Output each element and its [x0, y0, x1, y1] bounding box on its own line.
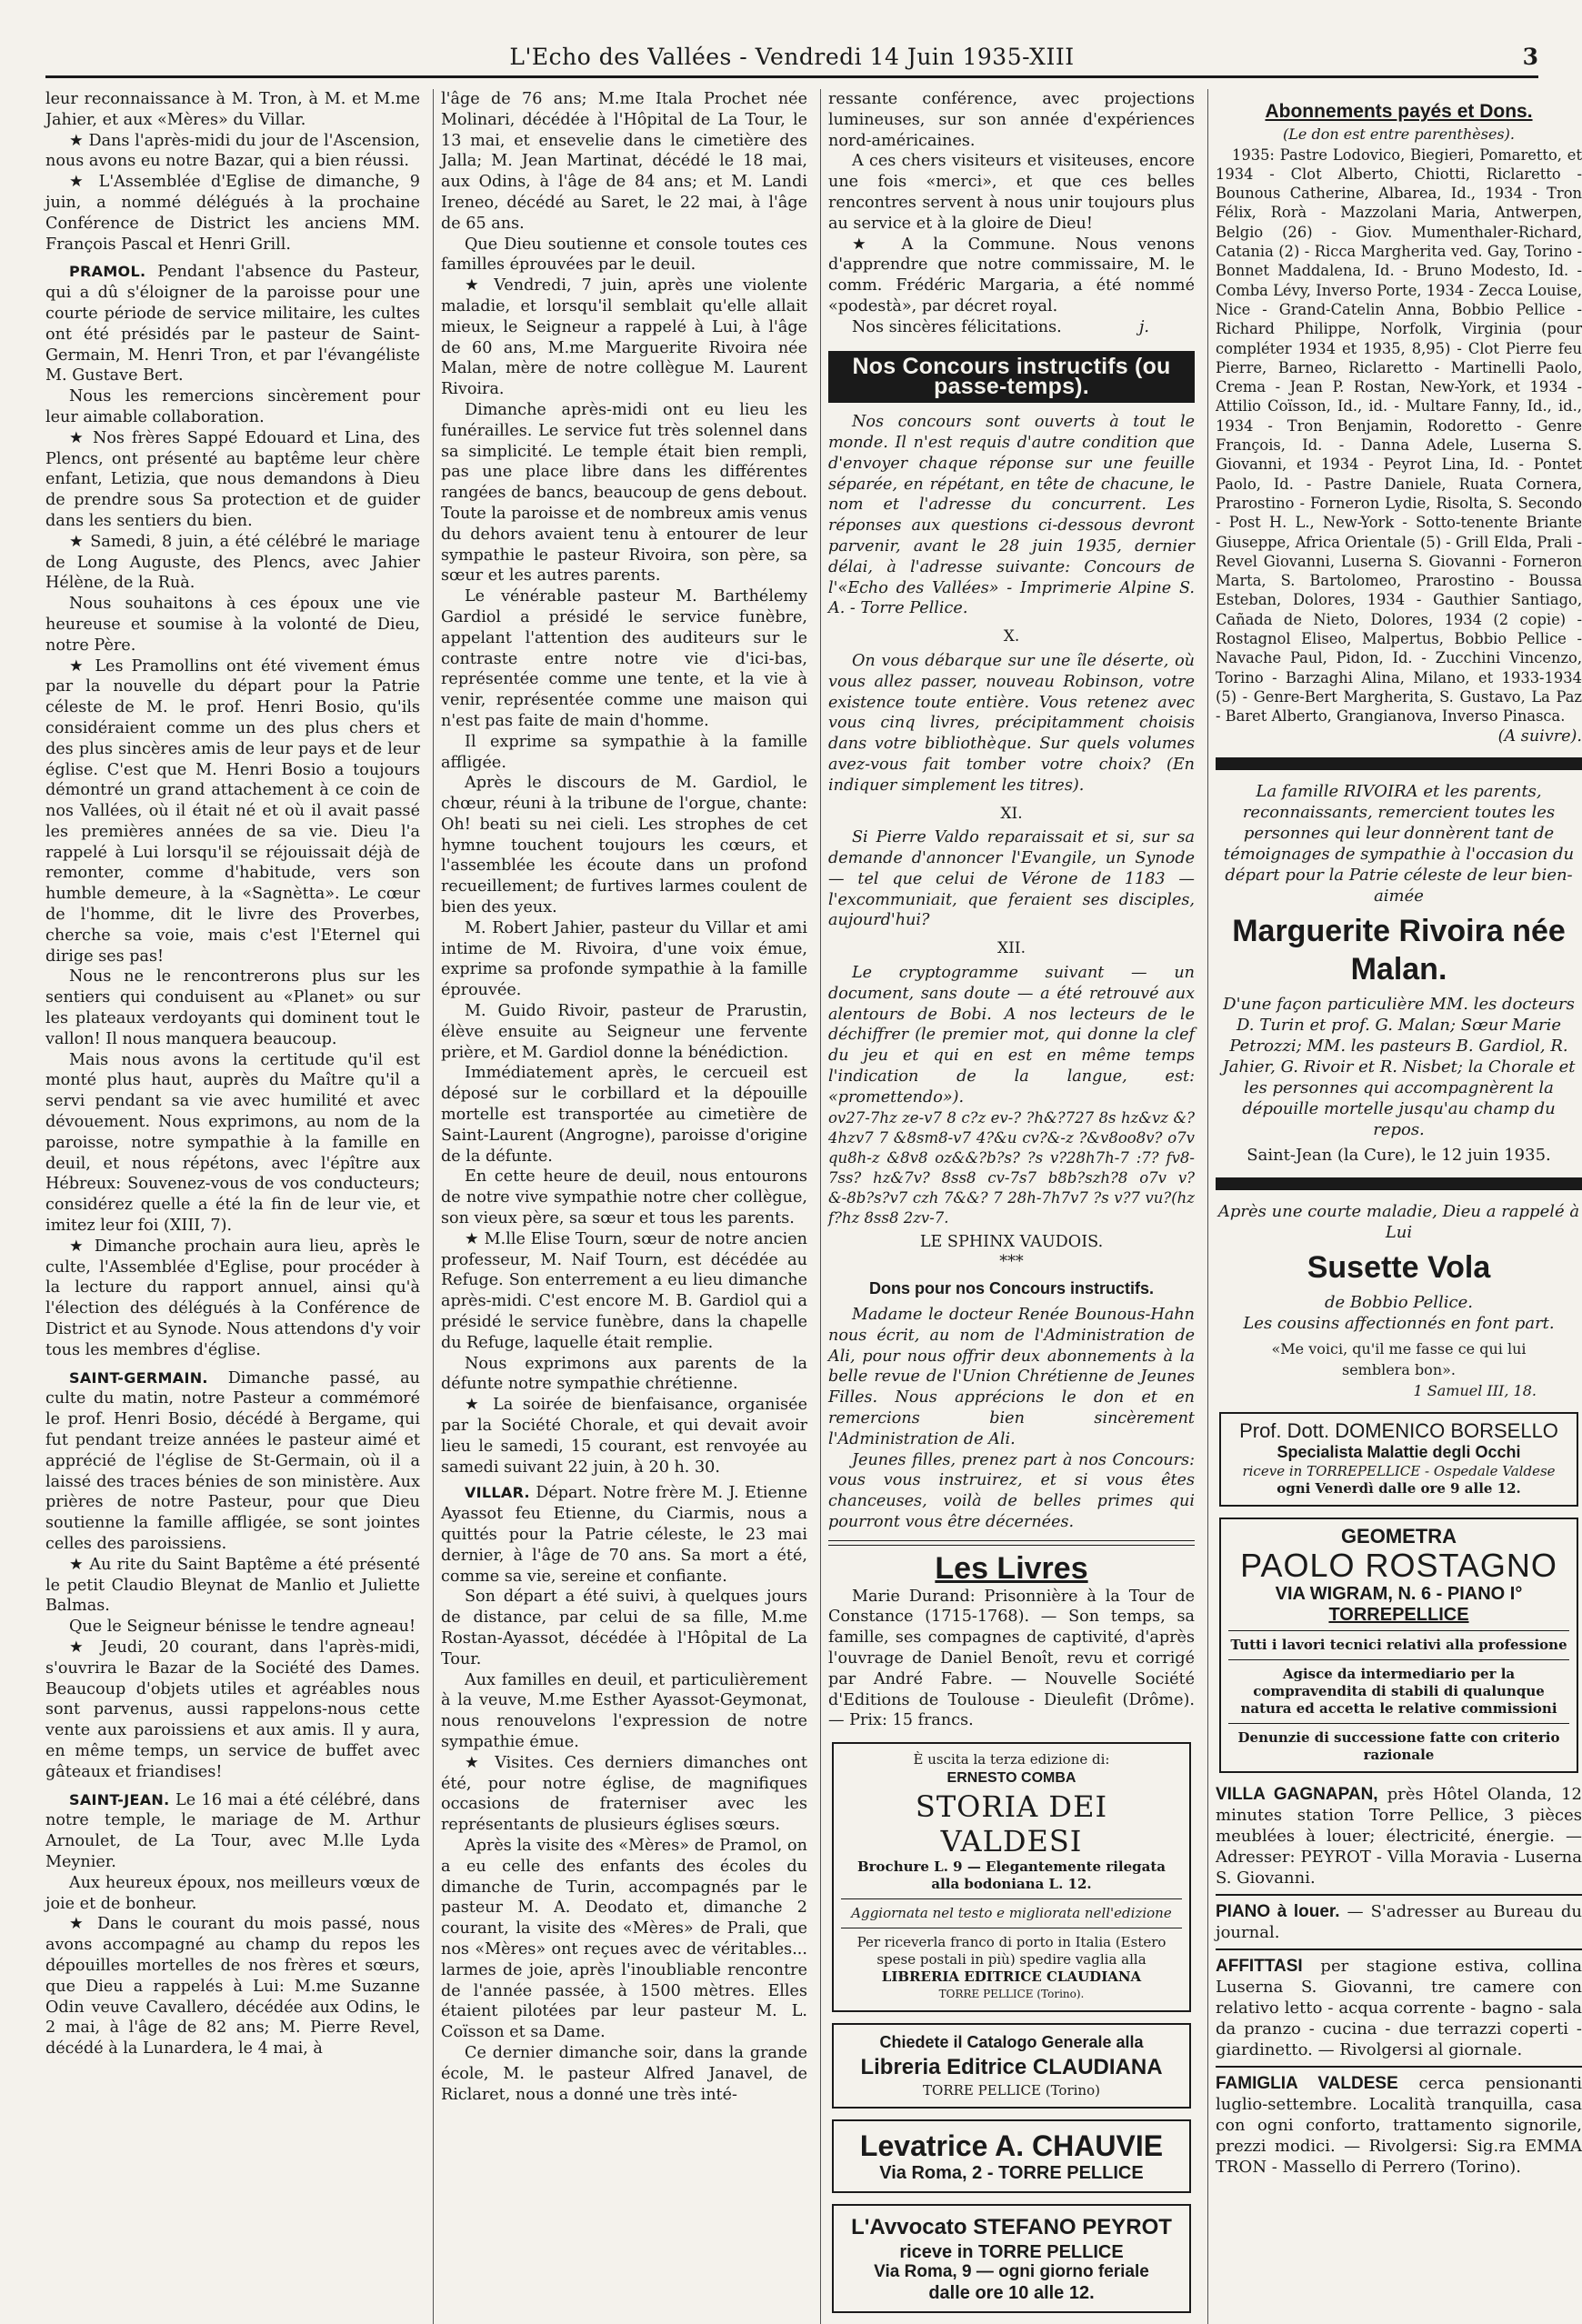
parish-name: SAINT-GERMAIN. [69, 1368, 208, 1387]
ad-rostagno [1219, 1518, 1578, 1773]
ad-title: PAOLO ROSTAGNO [1240, 1546, 1557, 1584]
article-paragraph: leur reconnaissance à M. Tron, à M. et M.me Jahier, et aux «Mères» du Villar. [45, 90, 420, 129]
ad-line: LIBRERIA EDITRICE CLAUDIANA [881, 1968, 1142, 1985]
article-paragraph: Aux familles en deuil, et particulièrement à la veuve, M.me Esther Ayassot-Geymonat, nous renouvelons l'expression de notre sympathie émue. [441, 1670, 807, 1751]
question-number: XII. [997, 939, 1026, 958]
sphinx-signature: LE SPHINX VAUDOIS. [919, 1232, 1104, 1251]
article-paragraph: Que le Seigneur bénisse le tendre agneau! [69, 1618, 416, 1637]
parish-name: SAINT-JEAN. [69, 1790, 170, 1808]
article-paragraph: Dimanche après-midi ont eu lieu les funérailles. Le service fut très solennel dans sa simplicité. Le temple était bien rempli, pas une place libre dans les différentes rangées de bancs, beaucoup de gens debout. Toute la paroisse et de nombreux amis venus du dehors avaient tenu à entourer de leur sympathie le pasteur Rivoira, son père, sa sœur et les autres parents. [441, 400, 807, 586]
divider [1216, 757, 1582, 770]
abonnements-subheading: (Le don est entre parenthèses). [1283, 125, 1515, 143]
notice-text: cerca pensionanti luglio-settembre. Località tranquilla, casa con ogni conforto, trattamento signorile, prezzi modici. — Rivolgersi: Sig.ra EMMA TRON - Massello di Perrero (Torino). [1216, 2074, 1582, 2178]
column-4 [1207, 89, 1582, 2324]
ad-line: TORRE PELLICE (Torino) [923, 2081, 1100, 2099]
section-heading-concours: Nos Concours instructifs (ou passe-temps). [828, 351, 1195, 404]
parish-name: VILLAR. [465, 1484, 530, 1502]
ad-line: VIA WIGRAM, N. 6 - PIANO I° [1275, 1583, 1523, 1604]
notice-villa-gagnapan [1216, 1784, 1582, 1888]
ad-line: Via Roma, 9 — ogni giorno feriale [874, 2262, 1149, 2282]
separator-stars: *** [999, 1253, 1024, 1272]
ad-line: TORREPELLICE [1328, 1604, 1469, 1625]
a-suivre: (A suivre). [1497, 726, 1582, 746]
vola-quote: «Me voici, qu'il me fasse ce qui lui semblera bon». [1271, 1340, 1527, 1378]
article-paragraph: ★ La soirée de bienfaisance, organisée par la Société Chorale, et qui devait avoir lieu le samedi, 15 courant, est renvoyée au samedi suivant 22 juin, à 20 h. 30. [441, 1396, 807, 1477]
article-paragraph: Après le discours de M. Gardiol, le chœur, réuni à la tribune de l'orgue, chante: Oh! beati su nei cieli. Les strophes de cet hymne touchent toujours les cœurs, et l'assemblée les écoute dans un profond recueillement; de furtives larmes coulent de bien des yeux. [441, 774, 807, 917]
livres-heading: Les Livres [935, 1550, 1088, 1586]
ad-line: Specialista Malattie degli Occhi [1277, 1443, 1521, 1462]
notice-text: — S'adresser au Bureau du journal. [1216, 1902, 1582, 1943]
ad-line: Aggiornata nel testo e migliorata nell'edizione [851, 1904, 1172, 1921]
article-paragraph: ★ Samedi, 8 juin, a été célébré le mariage de Long Auguste, des Plencs, avec Jahier Hélène, de la Ruà. [45, 532, 420, 593]
ad-title: Prof. Dott. DOMENICO BORSELLO [1239, 1419, 1558, 1443]
dons-text: Madame le docteur Renée Bounous-Hahn nous écrit, au nom de l'Administration de Ali, pour nous offrir deux abonnements à la belle revue de l'Union Chrétienne de Jeunes Filles. Nous apprécions le don et en remercions bien sincèrement l'Administration de Ali. [828, 1306, 1195, 1448]
column-2 [433, 89, 807, 2324]
parish-entry-saint-jean [45, 1790, 420, 1873]
notice-piano [1216, 1901, 1582, 1943]
article-paragraph: Immédiatement après, le cercueil est déposé sur le corbillard et la dépouille mortelle est transportée au cimetière de Saint-Laurent (Angrogne), paroisse d'origine de la défunte. [441, 1064, 807, 1166]
article-paragraph: ★ L'Assemblée d'Eglise de dimanche, 9 juin, a nommé délégués à la prochaine Conférence de District les anciens MM. François Pascal et Henri Grill. [45, 173, 420, 254]
ad-line: Agisce da intermediario per la compravendita di stabili di qualunque natura ed accetta le relative commissioni [1240, 1666, 1557, 1718]
ad-line: riceve in TORRE PELLICE [899, 2241, 1124, 2262]
article-paragraph: l'âge de 76 ans; M.me Itala Prochet née Molinari, décédée à l'Hôpital de La Tour, le 13 mai, et ensevelie dans le cimetière des Jalla; M. Jean Martinat, décédé le 18 mai, aux Odins, à l'âge de 84 ans; et M. Landi Ireneo, décédé au Saret, le 22 mai, à l'âge de 65 ans. [441, 90, 807, 233]
vola-reference: 1 Samuel III, 18. [1413, 1381, 1537, 1399]
abonnements-list: 1935: Pastre Lodovico, Biegieri, Pomaretto, et 1934 - Clot Alberto, Chiotti, Riclaretto - Bounous Catherine, Albarea, Id., 1934 - Tron Félix, Rorà - Mazzolani Maria, Antwerpen, Belgio (26) - Giov. Mumenthaler-Richard, Catania (2) - Ricca Margherita ved. Gay, Torino - Bonnet Maddalena, Id. - Bruno Modesto, Id. - Comba Lévy, Inverso Porte, 1934 - Zecca Louise, Nice - Grand-Catelin Anna, Bobbio Pellice - Richard Philippe, Norfolk, Virginia (pour compléter 1934 et 1935, 8,95) - Clot Pierre feu Pierre, Barneo, Riclaretto - Martinelli Paolo, Crema - Jean P. Rostan, New-York, et 1934 - Attilio Coïsson, Id., id. - Multare Fanny, Id., id., 1934 - Tron Benjamin, Rodoretto - Genre François, Id. - Danna Adele, Luserna S. Giovanni, et 1934 - Peyrot Lina, Id. - Pontet Paolo, Id. - Pastre Daniele, Ruata Cornera, Prarostino - Forneron Lydie, Risolta, S. Secondo - Post H. L., New-York - Sotto-tenente Briante Giuseppe, Africa Orientale (5) - Grill Elda, Prali - Revel Giovanni, Luserna S. Giovanni - Forneron Marta, S. Bartolomeo, Prarostino - Boussa Esteban, Dolores, 1934 - Gauthier Santiago, Cañada de Nieto, Dolores, 1934 (2 copie) - Rostagnol Eliseo, Malpertus, Bobbio Pellice - Navache Paul, Pidon, Id. - Zucchini Vincenzo, Torino - Barzaghi Alina, Milano, et 1933-1934 (5) - Genre-Bert Margherita, S. Gustavo, La Paz - Baret Alberto, Grangianova, Inverso Pinasca. [1216, 145, 1582, 726]
article-paragraph: ★ Dans l'après-midi du jour de l'Ascension, nous avons eu notre Bazar, qui a bien réussi. [45, 131, 420, 171]
article-paragraph: M. Guido Rivoir, pasteur de Prarustin, élève ensuite au Seigneur une fervente prière, et M. Gardiol donne la bénédiction. [441, 1002, 807, 1062]
article-paragraph: Mais nous avons la certitude qu'il est monté plus haut, auprès du Maître qu'il a servi pendant sa vie avec humilité et avec dévouement. Nous exprimons, au nom de la paroisse, notre sympathie à la famille en deuil, et nous répétons, avec l'épître aux Hébreux: Souvenez-vous de vos conducteurs; considérez quelle a été la fin de leur vie, et imitez leur foi (XIII, 7). [45, 1050, 420, 1236]
ad-line: ERNESTO COMBA [946, 1770, 1076, 1787]
livres-text: Marie Durand: Prisonnière à la Tour de Constance (1715-1768). — Son temps, sa famille, ses compagnes de captivité, d'après l'ouvrage de Daniel Benoît, revu et corrigé par André Fabre. — Nouvelle Société d'Editions de Toulouse - Dieulefit (Drôme). — Prix: 15 francs. [828, 1587, 1195, 1730]
ad-line: ogni Venerdì dalle ore 9 alle 12. [1277, 1480, 1521, 1498]
ad-line: Chiedete il Catalogo Generale alla [879, 2032, 1144, 2051]
question-text: Le cryptogramme suivant — un document, sans doute — a été retrouvé aux alentours de Bobi. A nos lecteurs de le déchiffrer (le premier mot, qui donne la clef du jeu et qui en est en même temps l'indication de la langue, est: «promettendo»). [828, 964, 1195, 1107]
dons-heading: Dons pour nos Concours instructifs. [868, 1279, 1154, 1298]
article-paragraph: ressante conférence, avec projections lumineuses, sur son année d'expériences nord-américaines. [828, 90, 1195, 150]
ad-line: TORRE PELLICE (Torino). [938, 1987, 1085, 2000]
ad-catalogo-claudiana [832, 2023, 1191, 2109]
ad-title: Libreria Editrice CLAUDIANA [860, 2054, 1163, 2079]
article-paragraph: ★ Nos frères Sappé Edouard et Lina, des Plencs, ont présenté au baptême leur chère enfant, Letizia, que nous demandons à Dieu de prendre sous Sa protection et de guider dans les sentiers du bien. [45, 428, 420, 530]
ad-title: Levatrice A. CHAUVIE [859, 2129, 1164, 2162]
cryptogram: ov27-7hz ze-v7 8 c?z ev-? ?h&?727 8s hz&vz &?4hzv7 7 &8sm8-v7 4?&u cv?&-z ?&v8oo8v? o7v qu8h-z &8v8 oz&&?b?s? ?s v?28h7h-7 :7? fv8-7ss? hz&7v? 8ss8 cv-7s7 b8b?szh?8 o7v v?&-8b?s?v7 czh 7&&? 7 28h-7h7v7 ?s v?7 vu?(hz f?hz 8ss8 2zv-7. [828, 1108, 1195, 1227]
question-text: On vous débarque sur une île déserte, où vous allez passer, nouveau Robinson, votre existence toute entière. Vous retenez avec vous cinq livres, précipitamment choisis dans votre bibliothèque. Sur quels volumes avez-vous fait tomber votre choix? (En indiquer simplement les titres). [828, 651, 1195, 795]
article-paragraph: ★ Visites. Ces derniers dimanches ont été, pour notre église, de magnifiques occasions de fraterniser avec les représentants de plusieurs églises sœurs. [441, 1753, 807, 1835]
ad-storia-dei-valdesi [832, 1742, 1191, 2012]
ad-line: Brochure L. 9 — Elegantemente rilegata alla bodoniana L. 12. [856, 1858, 1166, 1892]
rivoira-intro: La famille RIVOIRA et les parents, reconnaissants, remercient toutes les personnes qui leur donnèrent tant de témoignages de sympathie à l'occasion du départ pour la Patrie céleste de leur bien-aimée [1223, 782, 1575, 907]
article-text: Le 16 mai a été célébré, dans notre temple, le mariage de M. Arthur Arnoulet, de La Tour, avec M.lle Lyda Meynier. [45, 1790, 420, 1871]
article-paragraph: Le vénérable pasteur M. Barthélemy Gardiol a présidé le service funèbre, appelant l'attention des auditeurs sur le contraste entre notre vie d'ici-bas, représentée comme une tente, et la vie à venir, représentée comme une maison qui n'est pas faite de main d'homme. [441, 587, 807, 730]
article-paragraph: Aux heureux époux, nos meilleurs vœux de joie et de bonheur. [45, 1873, 420, 1913]
signature: j. [1138, 317, 1149, 336]
vola-from: de Bobbio Pellice. [1324, 1293, 1473, 1313]
notice-keyword: FAMIGLIA VALDESE [1216, 2074, 1398, 2094]
notice-affittasi [1216, 1956, 1582, 2060]
article-paragraph: ★ Dans le courant du mois passé, nous avons accompagné au champ du repos les dépouilles mortelles de nos frères et sœurs, que Dieu a rappelés à Lui: M.me Suzanne Odin veuve Cavallero, décédée aux Odins, le 2 mai, à l'âge de 82 ans; M. Pierre Revel, décédé à la Lunardera, le 4 mai, à [45, 1915, 420, 2059]
article-paragraph: A ces chers visiteurs et visiteuses, encore une fois «merci», et que ces belles rencontres servent à nous unir toujours plus au service et à la gloire de Dieu! [828, 152, 1195, 233]
article-paragraph: En cette heure de deuil, nous entourons de notre vive sympathie notre cher collègue, son vieux père, sa sœur et tous les parents. [441, 1167, 807, 1228]
columns [45, 89, 1582, 2304]
article-paragraph: ★ Dimanche prochain aura lieu, après le culte, l'Assemblée d'Eglise, pour procéder à la lecture du rapport annuel, ainsi qu'à l'élection des délégués à la Conférence de District et au Synode. Nous attendons d'y voir tous les membres d'église. [45, 1237, 420, 1359]
concours-intro: Nos concours sont ouverts à tout le monde. Il n'est requis d'autre condition que d'envoyer chaque réponse sur une feuille séparée, en répétant, en tête de chacune, le nom et l'adresse du concurrent. Les réponses aux questions ci-dessous devront parvenir, avant le 28 juin 1935, dernier délai, à l'adresse suivante: Concours de l'«Echo des Vallées» - Imprimerie Alpine S. A. - Torre Pellice. [828, 413, 1195, 618]
rivoira-name: Marguerite Rivoira née Malan. [1232, 914, 1566, 987]
question-number: X. [1003, 627, 1020, 646]
notice-famiglia-valdese [1216, 2073, 1582, 2178]
ad-line: riceve in TORREPELLICE - Ospedale Valdese [1242, 1463, 1556, 1480]
notice-keyword: VILLA GAGNAPAN, [1216, 1785, 1378, 1805]
ad-title: STORIA DEI VALDESI [915, 1788, 1108, 1858]
page-number: 3 [1522, 44, 1538, 70]
notice-keyword: AFFITTASI [1216, 1957, 1303, 1977]
vola-name: Susette Vola [1307, 1250, 1491, 1286]
column-1 [45, 89, 420, 2324]
ad-line: Per riceverla franco di porto in Italia (Estero spese postali in più) spedire vaglia alla [856, 1933, 1166, 1968]
article-paragraph: Nous exprimons aux parents de la défunte notre sympathie chrétienne. [441, 1354, 807, 1394]
article-paragraph: Que Dieu soutienne et console toutes ces familles éprouvées par le deuil. [441, 235, 807, 275]
ad-avvocato-peyrot [832, 2204, 1191, 2313]
ad-line: dalle ore 10 alle 12. [928, 2283, 1095, 2304]
parish-name: PRAMOL. [69, 263, 146, 281]
ad-levatrice-chauvie [832, 2119, 1191, 2193]
ad-line: GEOMETRA [1340, 1525, 1457, 1548]
question-number: XI. [1000, 804, 1023, 823]
vola-cousins: Les cousins affectionnés en font part. [1243, 1314, 1555, 1334]
masthead [45, 44, 1538, 78]
article-paragraph: Il exprime sa sympathie à la famille affligée. [441, 732, 807, 772]
masthead-title: L'Echo des Vallées - Vendredi 14 Juin 1935-XIII [509, 44, 1075, 70]
ad-line: Tutti i lavori tecnici relativi alla professione [1230, 1637, 1567, 1654]
article-paragraph: ★ A la Commune. Nous venons d'apprendre que notre commissaire, M. le comm. Frédéric Margaria, a été nommé «podestà», par décret royal. [828, 235, 1195, 316]
article-paragraph-signed [828, 317, 1195, 338]
article-paragraph: ★ Jeudi, 20 courant, dans l'après-midi, s'ouvrira le Bazar de la Société des Dames. Beaucoup d'objets utiles et agréables nous sont parvenus, aussi rappelons-nous cette vente aux paroissiens et aux amis. Il y aura, en même temps, un service de buffet avec gâteaux et friandises! [45, 1638, 420, 1781]
article-paragraph: Nous les remercions sincèrement pour leur aimable collaboration. [45, 387, 420, 426]
article-paragraph: ★ Vendredi, 7 juin, après une violente maladie, et lorsqu'il semblait qu'elle allait mieux, le Seigneur a rappelé à Lui, à l'âge de 60 ans, M.me Marguerite Rivoira née Malan, mère de notre collègue M. Laurent Rivoira. [441, 276, 807, 399]
column-3 [820, 89, 1195, 2324]
parish-entry-saint-germain [45, 1368, 420, 1555]
article-text: Départ. Notre frère M. J. Etienne Ayassot feu Etienne, du Ciarmis, nous a quittés pour la Patrie céleste, le 23 mai dernier, à l'âge de 70 ans. Sa mort a été, comme sa vie, sereine et confiante. [441, 1484, 808, 1586]
notice-text: près Hôtel Olanda, 12 minutes station Torre Pellice, 3 pièces meublées à louer; électricité, énergie. — Adresser: PEYROT - Villa Moravia - Luserna S. Giovanni. [1216, 1785, 1582, 1888]
article-paragraph: Nous ne le rencontrerons plus sur les sentiers qui conduisent au «Planet» ou sur les plateaux verdoyants qui dominent tout le vallon! Il nous manquera beaucoup. [45, 967, 420, 1048]
parish-entry-villar [441, 1483, 807, 1587]
article-paragraph: Son départ a été suivi, à quelques jours de distance, par celui de sa fille, M.me Rostan-Ayassot, décédée à l'Hôpital de La Tour. [441, 1588, 807, 1668]
article-paragraph: ★ Au rite du Saint Baptême a été présenté le petit Claudio Bleynat de Manlio et Juliette Balmas. [45, 1555, 420, 1616]
ad-line: Via Roma, 2 - TORRE PELLICE [879, 2162, 1144, 2183]
article-paragraph: Après la visite des «Mères» de Pramol, on a eu celle des enfants des écoles du dimanche de Turin, accompagnés par le pasteur M. A. Deodato et, dimanche 2 courant, la visite des «Mères» de Prali, que nos «Mères» ont reçues avec de véritables... larmes de joie, après l'inoubliable rencontre de l'année passée, à 1500 mètres. Elles étaient pilotées par leur pasteur M. L. Coïsson et sa Dame. [441, 1836, 807, 2042]
vola-intro: Après une courte maladie, Dieu a rappelé à Lui [1217, 1202, 1580, 1243]
rivoira-text: D'une façon particulière MM. les docteurs D. Turin et prof. G. Malan; Sœur Marie Petrozzi; MM. les pasteurs B. Gardiol, R. Jahier, G. Rivoir et R. Nisbet; la Chorale et les personnes qui accompagnèrent la dépouille mortelle jusqu'au champ du repos. [1222, 995, 1576, 1140]
article-text: Pendant l'absence du Pasteur, qui a dû s'éloigner de la paroisse pour une courte période de service militaire, les cultes ont été présidés par le pasteur de Saint-Germain, M. Henri Tron, et par l'évangéliste M. Gustave Bert. [45, 263, 420, 386]
notice-keyword: PIANO à louer. [1216, 1902, 1340, 1922]
ad-line: Denunzie di successione fatte con criterio razionale [1237, 1729, 1560, 1764]
ad-title: L'Avvocato STEFANO PEYROT [851, 2214, 1172, 2239]
article-paragraph: Nous souhaitons à ces époux une vie heureuse et soumise à la volonté de Dieu, notre Père. [45, 595, 420, 655]
abonnements-heading: Abonnements payés et Dons. [1265, 101, 1533, 122]
article-paragraph: ★ M.lle Elise Tourn, sœur de notre ancien professeur, M. Naif Tourn, est décédée au Refuge. Son enterrement a eu lieu dimanche après-midi. C'est encore M. B. Gardiol qui a présidé le service funèbre, dans la chapelle du Refuge, laquelle était remplie. [441, 1229, 807, 1352]
dons-text: Jeunes filles, prenez part à nos Concours: vous vous instruirez, et si vous êtes chanceuses, voilà de belles primes qui pourront vous être décernées. [828, 1450, 1195, 1532]
divider [1216, 1177, 1582, 1190]
ad-borsello [1219, 1412, 1578, 1507]
article-paragraph: ★ Les Pramollins ont été vivement émus par la nouvelle du départ pour la Patrie céleste de M. le prof. Henri Bosio, qu'ils considéraient comme un des plus chers et des plus sincères amis de leur pays et de leur église. C'est que M. Henri Bosio a toujours démontré un grand attachement à ce coin de nos Vallées, où il était né et où il avait passé les premières années de sa vie. Dieu l'a rappelé à Lui lorsqu'il se réjouissait déjà de remonter, comme d'habitude, vers son humble demeure, à la «Sagnètta». Le cœur de l'homme, dit le livre des Proverbes, cherche sa voie, mais c'est l'Eternel qui dirige ses pas! [45, 656, 420, 966]
article-paragraph: M. Robert Jahier, pasteur du Villar et ami intime de M. Rivoira, d'une voix émue, exprime sa profonde sympathie à la famille éprouvée. [441, 918, 807, 1000]
question-text: Si Pierre Valdo reparaissait et si, sur sa demande d'annoncer l'Evangile, un Synode — tel que celui de Vérone de 1183 — l'excommuniait, que feraient ses disciples, aujourd'hui? [828, 828, 1195, 930]
article-paragraph: Ce dernier dimanche soir, dans la grande école, M. le pasteur Alfred Janavel, de Riclaret, nous a donné une très inté- [441, 2043, 807, 2104]
article-text: Dimanche passé, au culte du matin, notre Pasteur a commémoré le prof. Henri Bosio, décédé à Bergame, qui fut pendant treize années le pasteur aimé et apprécié de l'église de St-Germain, où il a laissé des traces bénies de son ministère. Aux prières de notre Pasteur, pour que Dieu soutienne la famille affligée, se sont jointes celles des paroissiens. [45, 1368, 420, 1553]
notice-text: per stagione estiva, collina Luserna S. Giovanni, tre camere con relativo letto - acqua corrente - bagno - sala da pranzo - cucina - due terrazzi coperti - giardinetto. — Rivolgersi al giornale. [1216, 1957, 1582, 2060]
article-text: Nos sincères félicitations. [852, 317, 1062, 336]
parish-entry-pramol [45, 262, 420, 386]
ad-line: È uscita la terza edizione di: [913, 1751, 1110, 1768]
rivoira-place-date: Saint-Jean (la Cure), le 12 juin 1935. [1247, 1146, 1551, 1166]
